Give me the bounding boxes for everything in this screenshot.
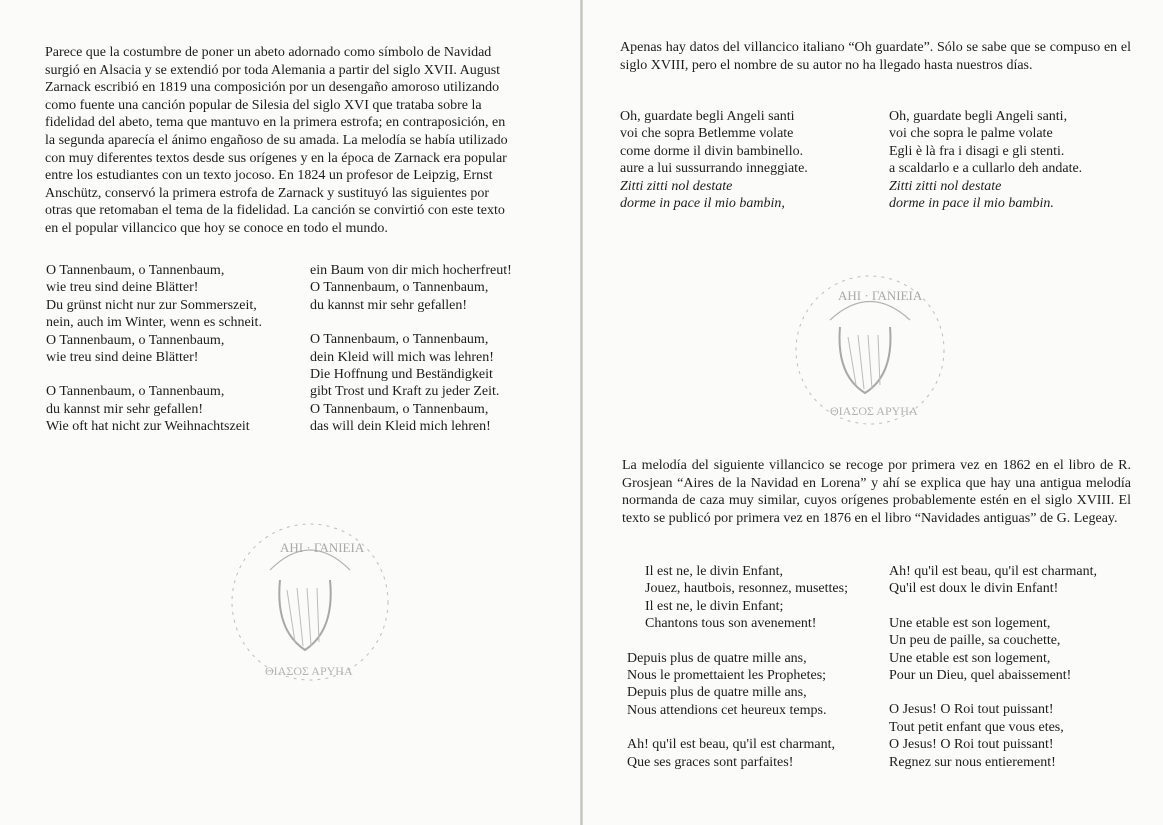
choir-seal-stamp <box>225 510 395 695</box>
stanza-break <box>889 598 1097 615</box>
verse-line: O Tannenbaum, o Tannenbaum, <box>46 332 225 348</box>
verse-line: Jouez, hautbois, resonnez, musettes; <box>645 581 848 597</box>
svg-text:ΑΗΙ · ΓΑΝΙΕΙΑ: ΑΗΙ · ΓΑΝΙΕΙΑ <box>280 540 365 555</box>
verse-line: O Tannenbaum, o Tannenbaum, <box>46 263 225 278</box>
oh-guardate-intro-paragraph: Apenas hay datos del villancico italiano “Oh guardate”. Sólo se sabe que se compuso en el siglo XVIII, pero el nombre de su autor no ha llegado hasta nuestros días. <box>620 40 1131 73</box>
verse-line: O Tannenbaum, o Tannenbaum, <box>46 384 225 400</box>
verse-line: Que ses graces sont parfaites! <box>627 754 794 770</box>
verse-line: O Tannenbaum, o Tannenbaum, <box>310 401 489 417</box>
verse-line: Zitti zitti nol destate <box>620 178 733 194</box>
verse-line: Oh, guardate begli Angeli santi, <box>889 109 1068 124</box>
verse-line: voi che sopra le palme volate <box>889 126 1053 142</box>
verse-line: Du grünst nicht nur zur Sommerszeit, <box>46 297 257 313</box>
verse-line: Il est ne, le divin Enfant; <box>645 598 784 614</box>
verse-line: Un peu de paille, sa couchette, <box>889 633 1061 649</box>
verse-line: Depuis plus de quatre mille ans, <box>627 650 807 666</box>
verse-line: ein Baum von dir mich hocherfreut! <box>310 263 512 278</box>
tannenbaum-verse-column-1 <box>46 262 262 436</box>
verse-line: Ah! qu'il est beau, qu'il est charmant, <box>889 564 1097 579</box>
choir-seal-stamp <box>788 265 953 435</box>
stanza-break <box>889 684 1097 701</box>
svg-text:ΘΙΑΣΟΣ ΑΡΥΗΑ: ΘΙΑΣΟΣ ΑΡΥΗΑ <box>265 664 353 678</box>
stanza-break <box>310 314 512 331</box>
french-verse-column-1 <box>627 563 848 771</box>
il-est-ne-intro-paragraph: La melodía del siguiente villancico se recoge por primera vez en 1862 en el libro de R. Grosjean “Aires de la Navidad en Lorena” y ahí se explica que hay una antigua melodía normanda de caza muy similar, cuyos orígenes probablemente estén en el siglo XVIII. El texto se publicó por primera vez en 1876 en el libro “Navidades antiguas” de G. Legeay. <box>622 458 1131 526</box>
verse-line: O Jesus! O Roi tout puissant! <box>889 737 1054 753</box>
verse-line: das will dein Kleid mich lehren! <box>310 419 491 435</box>
verse-line: O Tannenbaum, o Tannenbaum, <box>310 280 489 296</box>
stanza-break <box>46 366 262 383</box>
verse-line: du kannst mir sehr gefallen! <box>310 297 468 313</box>
verse-line: Egli è là fra i disagi e gli stenti. <box>889 143 1065 159</box>
italian-verse-column-1 <box>620 108 808 212</box>
french-verse-column-2 <box>889 563 1097 771</box>
svg-text:ΑΗΙ · ΓΑΝΙΕΙΑ: ΑΗΙ · ΓΑΝΙΕΙΑ <box>838 288 923 303</box>
verse-line: dorme in pace il mio bambin. <box>889 196 1054 212</box>
verse-line: Depuis plus de quatre mille ans, <box>627 685 807 701</box>
verse-line: Tout petit enfant que vous etes, <box>889 719 1064 735</box>
verse-line: Qu'il est doux le divin Enfant! <box>889 581 1059 597</box>
verse-line: Die Hoffnung und Beständigkeit <box>310 367 493 383</box>
verse-line: gibt Trost und Kraft zu jeder Zeit. <box>310 384 500 400</box>
verse-line: wie treu sind deine Blätter! <box>46 280 199 296</box>
stanza-break <box>627 719 848 736</box>
right-page <box>583 0 1163 825</box>
left-page <box>0 0 581 825</box>
verse-line: O Tannenbaum, o Tannenbaum, <box>310 332 489 348</box>
verse-line: Regnez sur nous entierement! <box>889 754 1056 770</box>
verse-line: dein Kleid will mich was lehren! <box>310 349 494 365</box>
verse-line: du kannst mir sehr gefallen! <box>46 401 204 417</box>
verse-line: voi che sopra Betlemme volate <box>620 126 794 142</box>
verse-line: Wie oft hat nicht zur Weihnachtszeit <box>46 419 250 435</box>
verse-line: Il est ne, le divin Enfant, <box>645 564 784 579</box>
verse-line: Une etable est son logement, <box>889 650 1051 666</box>
verse-line: come dorme il divin bambinello. <box>620 143 804 159</box>
verse-line: O Jesus! O Roi tout puissant! <box>889 702 1054 718</box>
italian-verse-column-2 <box>889 108 1082 212</box>
verse-line: Pour un Dieu, quel abaissement! <box>889 668 1072 684</box>
verse-line: Chantons tous son avenement! <box>645 616 817 632</box>
verse-line: Oh, guardate begli Angeli santi <box>620 109 795 124</box>
verse-line: nein, auch im Winter, wenn es schneit. <box>46 315 262 331</box>
verse-line: Ah! qu'il est beau, qu'il est charmant, <box>627 737 835 753</box>
verse-line: aure a lui sussurrando inneggiate. <box>620 161 808 177</box>
verse-line: a scaldarlo e a cullarlo deh andate. <box>889 161 1083 177</box>
tannenbaum-verse-column-2 <box>310 262 512 436</box>
verse-line: wie treu sind deine Blätter! <box>46 350 199 366</box>
svg-text:ΘΙΑΣΟΣ ΑΡΥΗΑ: ΘΙΑΣΟΣ ΑΡΥΗΑ <box>830 404 918 418</box>
verse-line: dorme in pace il mio bambin, <box>620 196 785 212</box>
tannenbaum-intro-paragraph: Parece que la costumbre de poner un abeto adornado como símbolo de Navidad surgió en Alsacia y se extendió por toda Alemania a partir del siglo XVII. August Zarnack escribió en 1819 una composición por un desengaño amoroso utilizando como fuente una canción popular de Silesia del siglo XVI que trataba sobre la fidelidad del abeto, tema que mantuvo en la primera estrofa; en contraposición, en la segunda aparecía el ánimo engañoso de su amada. La melodía se había utilizado con muy diferentes textos desde sus orígenes y en la época de Zarnack era popular entre los estudiantes con un texto jocoso. En 1824 un profesor de Leipzig, Ernst Anschütz, conservó la primera estrofa de Zarnack y sustituyó las siguientes por otras que retomaban el tema de la fidelidad. La canción se convirtió con este texto en el popular villancico que hoy se conoce en todo el mundo. <box>45 45 508 236</box>
verse-line: Une etable est son logement, <box>889 615 1051 631</box>
verse-line: Zitti zitti nol destate <box>889 178 1002 194</box>
verse-line: Nous attendions cet heureux temps. <box>627 702 827 718</box>
verse-line: Nous le promettaient les Prophetes; <box>627 668 827 684</box>
